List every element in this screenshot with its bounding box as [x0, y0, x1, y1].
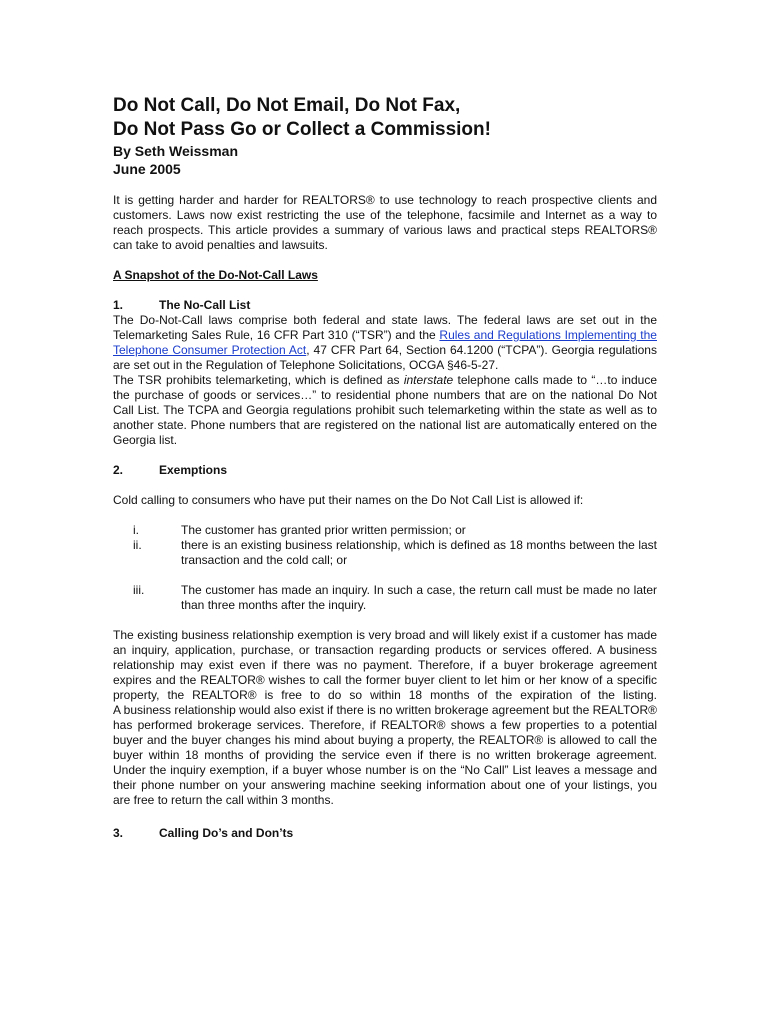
list-item-text: The customer has granted prior written permission; or — [181, 523, 466, 537]
list-item-number: iii. — [133, 583, 145, 597]
section-1-title: The No-Call List — [159, 298, 251, 312]
section-2-title: Exemptions — [159, 463, 228, 477]
section-2-number: 2. — [113, 463, 124, 477]
section-3-title: Calling Do’s and Don’ts — [159, 826, 294, 840]
section-1-number: 1. — [113, 298, 124, 312]
list-item-number: ii. — [133, 538, 142, 552]
intro-paragraph: It is getting harder and harder for REALTORS® to use technology to reach prospective clients and customers. Laws now exist restricting the use of the telephone, facsimile and Internet as a way to reach prospects. This article provides a summary of various laws and practical steps REALTORS® can take to avoid penalties and lawsuits. — [113, 193, 657, 252]
date: June 2005 — [113, 161, 181, 177]
section-3-number: 3. — [113, 826, 124, 840]
section-1-paragraph-1 — [113, 313, 657, 373]
author: By Seth Weissman — [113, 143, 239, 159]
section-2-paragraph-2: A business relationship would also exist if there is no written brokerage agreement but the REALTOR® has performed brokerage services. Therefore, if REALTOR® shows a few properties to a potential buyer and the buyer changes his mind about buying a property, the REALTOR® is allowed to call the buyer within 18 months of providing the service even if there is no written brokerage agreement. — [113, 703, 658, 762]
list-item-text: there is an existing business relationship, which is defined as 18 months between the last transaction and the cold call; or — [181, 538, 657, 567]
section-2-heading — [113, 463, 657, 478]
s1-text-a: The Do-Not-Call laws comprise both federal and state laws. The federal laws are set out in the Telemarketing Sales Rule, 16 CFR Part 310 (“TSR”) and the — [113, 313, 657, 342]
document-page — [113, 94, 657, 841]
list-item-text: The customer has made an inquiry. In such a case, the return call must be made no later than three months after the inquiry. — [181, 583, 657, 612]
list-item — [113, 538, 657, 568]
list-item — [113, 523, 657, 538]
title-line-2: Do Not Pass Go or Collect a Commission! — [113, 119, 491, 140]
snapshot-heading: A Snapshot of the Do-Not-Call Laws — [113, 268, 318, 282]
list-item — [113, 583, 657, 613]
s1-p2-text-b: telephone calls made to “…to induce the purchase of goods or services…” to residential phone numbers that are on the national Do Not Call List. The TCPA and Georgia regulations prohibit such telemarketing within the state as well as to another state. Phone numbers that are registered on the national list are automatically entered on the Georgia list. — [113, 373, 658, 447]
section-2-paragraph-3: Under the inquiry exemption, if a buyer whose number is on the “No Call” List leaves a message and their phone number on your answering machine seeking information about one of your listings, you are free to return the call within 3 months. — [113, 763, 657, 807]
section-1-paragraph-2 — [113, 373, 657, 448]
title-line-1: Do Not Call, Do Not Email, Do Not Fax, — [113, 95, 461, 116]
rules-regulations-link[interactable]: Rules and Regulations Implementing the Telephone Consumer Protection Act — [113, 328, 657, 357]
s1-p2-emphasis: interstate — [403, 373, 454, 387]
section-2-paragraph-1: The existing business relationship exemption is very broad and will likely exist if a customer has made an inquiry, application, purchase, or transaction regarding products or services offered. A business relationship may exist even if there was no payment. Therefore, if a buyer brokerage agreement expires and the REALTOR® wishes to call the former buyer client to let him or her know of a specific property, the REALTOR® is free to do so within 18 months of the expiration of the listing. — [113, 628, 657, 702]
section-3-heading — [113, 826, 657, 841]
s1-p2-text-a: The TSR prohibits telemarketing, which is defined as — [113, 373, 404, 387]
list-item-number: i. — [133, 523, 139, 537]
section-1-heading — [113, 298, 657, 313]
section-2-lead: Cold calling to consumers who have put their names on the Do Not Call List is allowed if: — [113, 493, 584, 507]
s1-text-b: , 47 CFR Part 64, Section 64.1200 (“TCPA”). Georgia regulations are set out in the Regulation of Telephone Solicitations, OCGA §46-5-27. — [113, 343, 657, 372]
